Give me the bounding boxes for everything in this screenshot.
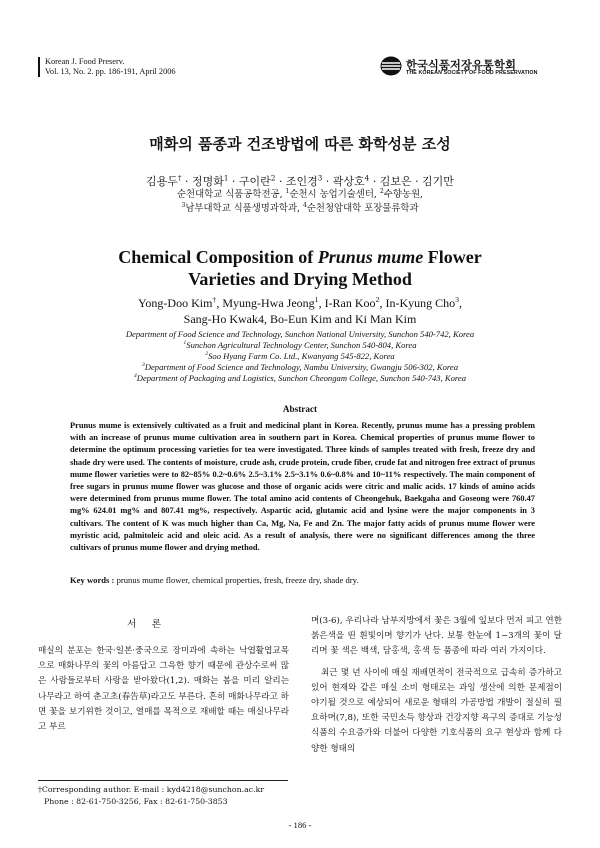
right-column-paragraph-1: 며(3-6), 우리나라 남부지방에서 꽃은 3월에 잎보다 먼저 피고 연한 붉은색을 띤 흰빛이며 향기가 난다. 보통 한눈에 1~3개의 꽃이 달리며 꽃 색은 백색, 담홍색, 홍색 등 품종에 따라 여러 가지이다. <box>311 616 562 657</box>
keywords-text: prunus mume flower, chemical properties, fresh, freeze dry, shade dry. <box>116 575 359 585</box>
abstract-heading: Abstract <box>282 404 318 414</box>
left-column-text: 매실의 분포는 한국·일본·중국으로 장미과에 속하는 낙엽활엽교목으로 매화나무의 꽃의 아름답고 그윽한 향기 때문에 관상수로써 많은 사람들로부터 사랑을 받아왔다(1,2). 매화는 봄을 미리 알리는 나무라고 하여 춘고초(春告草)라고도 부른다. 흔히 매화나무라고 하면 꽃을 보기위한 것이고, 열매를 목적으로 재배할 때는 매실나무라고 부르 <box>38 646 289 733</box>
english-affiliation-2: $^2$Soo Hyang Farm Co. Ltd., Kwanyang 545-822, Korea <box>205 351 395 361</box>
english-affiliation-4: $^4$Department of Packaging and Logistics, Sunchon Cheongam College, Sunchon 540-743, Korea <box>133 373 467 383</box>
korean-affiliation-2: $^3$남부대학교 식품생명과학과, $^4$순천청암대학 포장물류학과 <box>181 201 419 214</box>
society-name-english: THE KOREAN SOCIETY OF FOOD PRESERVATION <box>406 70 538 76</box>
society-name: 한국식품저장유통학회 <box>406 60 517 72</box>
english-title-line2: Varieties and Drying Method <box>188 269 412 289</box>
footnote-contact: †Corresponding author. E-mail : kyd4218@sunchon.ac.kr <box>38 785 265 794</box>
english-affiliation-0: Department of Food Science and Technology, Sunchon National University, Sunchon 540-742, Korea <box>125 329 475 339</box>
society-logo <box>380 56 555 80</box>
korean-title: 매화의 품종과 건조방법에 따른 화학성분 조성 <box>149 135 451 153</box>
english-authors-line1: Yong-Doo Kim†, Myung-Hwa Jeong$^1$, I-Ran Koo$^2$, In-Kyung Cho$^3$, <box>137 295 463 310</box>
page-number: - 186 - <box>288 820 312 830</box>
footnote <box>38 784 264 808</box>
english-title-line1: Chemical Composition of Prunus mume Flower <box>118 247 482 267</box>
keywords-label: Key words : <box>70 575 115 585</box>
right-column <box>311 614 562 757</box>
society-emblem-icon <box>380 56 402 76</box>
english-title <box>0 246 600 290</box>
english-affiliation-3: $^3$Department of Food Science and Technology, Nambu University, Gwangju 506-302, Korea <box>141 362 459 372</box>
english-authors-line2: Sang-Ho Kwak4, Bo-Eun Kim and Ki Man Kim <box>183 312 417 326</box>
footnote-phone: Phone : 82-61-750-3256, Fax : 82-61-750-3853 <box>44 797 228 806</box>
section-title: 서 론 <box>127 619 168 630</box>
keywords <box>70 575 540 585</box>
journal-name: Korean J. Food Preserv. <box>45 57 125 66</box>
journal-citation <box>38 57 176 77</box>
korean-authors: 김용두† · 정명화$^1$ · 구이란$^2$ · 조인경$^3$ · 곽상호$^4$ · 김보은 · 김기만 <box>146 173 454 188</box>
journal-volume: Vol. 13, No. 2. pp. 186-191, April 2006 <box>45 67 176 76</box>
korean-affiliation-1: 순천대학교 식품공학전공, $^1$순천시 농업기술센터, $^2$수향농원, <box>176 187 423 200</box>
right-column-paragraph-2: 최근 몇 년 사이에 매실 재배면적이 전국적으로 급속히 증가하고 있어 현재와 같은 매실 소비 형태로는 과잉 생산에 의한 문제점이 야기될 것으로 예상되어 새로운 형태의 가공방법 개발이 절실히 필요하며(7,8), 또한 국민소득 향상과 건강지향 욕구의 증대로 기능성 식품의 수요증가와 더불어 다양한 기호식품의 요구 현상과 함께 다양한 형태의 <box>311 667 562 754</box>
english-affiliation-1: $^1$Sunchon Agricultural Technology Center, Sunchon 540-804, Korea <box>183 340 417 350</box>
footnote-divider <box>38 780 288 781</box>
abstract-body: Prunus mume is extensively cultivated as a fruit and medicinal plant in Korea. Recently, prunus mume has a pressing problem with an increase of prunus mume cultivation area in southern part in Korea. Chemical properties of prunus mume flower to determine the optimum processing varieties for tea were investigated. Three kinds of samples treated with fresh, freeze dry and shade dry were used. The contents of moisture, crude ash, crude protein, crude fiber, crude fat and nitrogen free extract of prunus mume flower varieties were to 82~85% 0.2~0.6% 2.5~3.1% 2.5~3.1% 0.6~0.8% and 10~11% respectively. The main component of free sugars in prunus mume flower was glucose and those of organic acids were citric and malic acids. 17 kinds of amino acids were determined from prunus mume flower. The total amino acid contents of Cheongehuk, Baekgaha and Goseong were 760.47 mg% 624.01 mg% and 807.41 mg%, respectively. Aspartic acid, glutamic acid and lysine were the major components in 3 cultivars. The content of K was much higher than Ca, Mg, Na, Fe and Zn. The major fatty acids of prunus mume flower were myristic acid, palmitoleic acid and oleic acid. As a result of analysis, there were no significant differences among the three cultivars of prunus mume flower and drying method. <box>70 421 535 553</box>
